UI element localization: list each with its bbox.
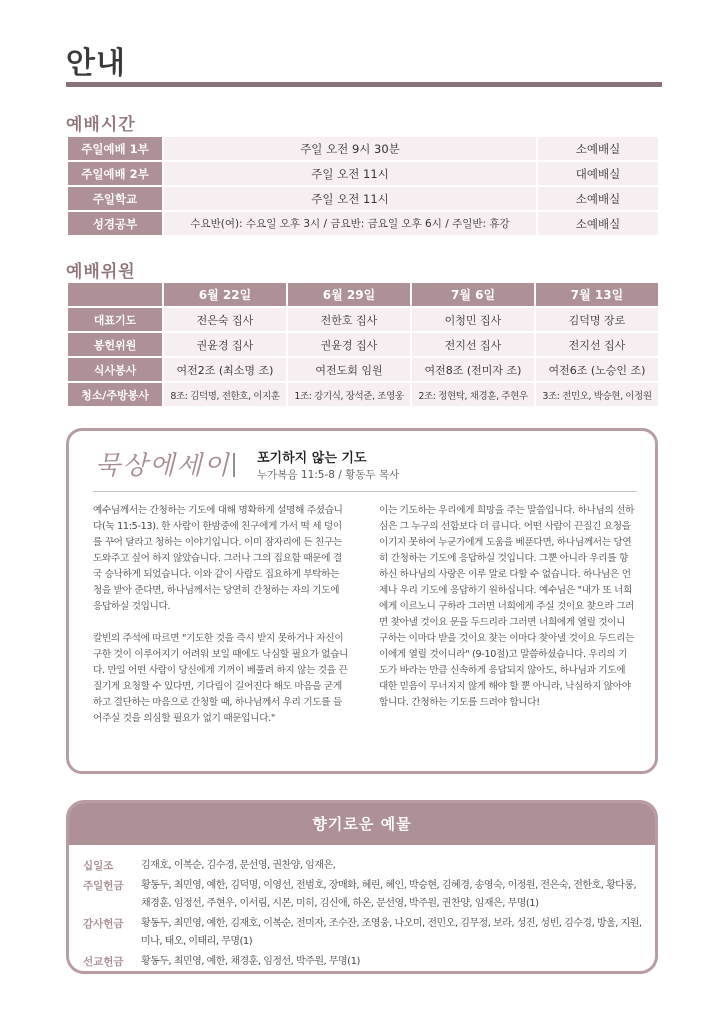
table-row — [68, 162, 658, 185]
table-cell: 권윤경 집사 — [164, 333, 286, 356]
offering-names: 황동두, 최민영, 예한, 김재호, 이복순, 전미자, 조수잔, 조영웅, 나오미, 전민오, 김무정, 보라, 성진, 성빈, 김수경, 방울, 지원, 미나, 태오, 이태리, 무명(1) — [141, 918, 642, 947]
table-row — [68, 358, 658, 381]
offering-names: 황동두, 최민영, 예한, 김덕명, 이영선, 전범호, 장매화, 혜린, 혜인, 박승현, 김혜경, 송영숙, 이정원, 전은숙, 전한호, 황다롱, 채경훈, 임정선, 주현우, 이서림, 시몬, 미히, 김신애, 하온, 문선영, 박주원, 권찬양, 임재은, 무명(1) — [141, 880, 637, 909]
date-header: 6월 22일 — [164, 283, 286, 306]
offering-box — [66, 800, 658, 974]
essay-paragraph: 칼빈의 주석에 따르면 "기도한 것을 즉시 받지 못하거나 자신이 구한 것이 이루어지기 어려워 보일 때에도 낙심할 필요가 없습니다. 만일 어떤 사람이 당신에게 기꺼이 베풀려 하지 않는 것을 끈질기게 요청할 수 있다면, 기다림이 길어진다 해도 마음을 굳게 하고 결단하는 마음으로 간청할 때, 하나님께서 우리 기도를 들어주실 것을 의심할 필요가 없기 때문입니다." — [93, 633, 349, 724]
essay-reference: 누가복음 11:5-8 / 황동두 목사 — [257, 469, 400, 481]
essay-separator — [233, 453, 235, 477]
row-label: 봉헌위원 — [68, 333, 162, 356]
row-label: 주일예배 2부 — [68, 162, 162, 185]
offering-row — [83, 915, 643, 951]
worship-place: 소예배실 — [538, 212, 658, 235]
table-cell: 이청민 집사 — [412, 308, 534, 331]
title-divider — [66, 82, 662, 87]
table-row — [68, 137, 658, 160]
table-cell: 3조: 전민오, 박승현, 이정원 — [536, 383, 658, 406]
essay-divider — [93, 491, 637, 492]
table-cell: 여전6조 (노승인 조) — [536, 358, 658, 381]
worship-time: 수요반(여): 수요일 오후 3시 / 금요반: 금요일 오후 6시 / 주일반: 휴강 — [164, 212, 536, 235]
offering-row — [83, 877, 643, 913]
worship-place: 소예배실 — [538, 137, 658, 160]
essay-brand: 묵상에세이 — [95, 451, 231, 481]
table-cell: 전지선 집사 — [412, 333, 534, 356]
table-cell: 2조: 정현탁, 채경훈, 주현우 — [412, 383, 534, 406]
essay-right-column — [379, 503, 635, 727]
offering-label: 선교헌금 — [83, 956, 124, 968]
table-cell: 전은숙 집사 — [164, 308, 286, 331]
committee-table — [66, 281, 660, 408]
row-label: 주일학교 — [68, 187, 162, 210]
table-header-row — [68, 283, 658, 306]
table-row — [68, 308, 658, 331]
row-label: 주일예배 1부 — [68, 137, 162, 160]
header-corner — [68, 283, 162, 306]
worship-place: 대예배실 — [538, 162, 658, 185]
worship-times-heading: 예배시간 — [66, 115, 136, 135]
essay-paragraph: 이는 기도하는 우리에게 희망을 주는 말씀입니다. 하나님의 선하심은 그 누구의 선함보다 더 큽니다. 어떤 사람이 끈질긴 요청을 이기지 못하여 누군가에게 도움을 베푼다면, 하나님께서는 당연히 간청하는 기도에 응답하실 것입니다. 그뿐 아니라 우리를 향하신 하나님의 사랑은 이루 말로 다할 수 없습니다. 하나님은 언제나 우리 기도에 응답하기 원하십니다. 예수님은 "내가 또 너희에게 이르노니 구하라 그러면 너희에게 주실 것이요 찾으라 그러면 찾아낼 것이요 문을 두드리라 그러면 너희에게 열릴 것이니 구하는 이마다 받을 것이요 찾는 이마다 찾아낼 것이요 두드리는 이에게 열릴 것이니라" (9-10절)고 말씀하셨습니다. 우리의 기도가 바라는 만큼 신속하게 응답되지 않아도, 하나님과 기도에 대한 믿음이 무너지지 않게 해야 할 뿐 아니라, 낙심하지 않아야 합니다. 간청하는 기도를 드려야 합니다! — [379, 505, 635, 708]
offering-heading: 향기로운 예물 — [69, 803, 655, 845]
table-row — [68, 333, 658, 356]
table-cell: 여전8조 (전미자 조) — [412, 358, 534, 381]
worship-time: 주일 오전 11시 — [164, 187, 536, 210]
essay-title: 포기하지 않는 기도 — [257, 451, 367, 466]
table-cell: 1조: 강기식, 장석준, 조영웅 — [288, 383, 410, 406]
row-label: 청소/주방봉사 — [68, 383, 162, 406]
date-header: 6월 29일 — [288, 283, 410, 306]
date-header: 7월 13일 — [536, 283, 658, 306]
row-label: 식사봉사 — [68, 358, 162, 381]
offering-label: 주일헌금 — [83, 880, 124, 892]
table-cell: 8조: 김덕명, 전한호, 이지훈 — [164, 383, 286, 406]
table-row — [68, 187, 658, 210]
worship-times-table — [66, 135, 660, 237]
committee-heading: 예배위원 — [66, 262, 136, 282]
offering-label: 감사헌금 — [83, 918, 124, 930]
worship-time: 주일 오전 11시 — [164, 162, 536, 185]
table-cell: 여전도회 임원 — [288, 358, 410, 381]
essay-paragraph: 예수님께서는 간청하는 기도에 대해 명확하게 설명해 주셨습니다(눅 11:5-13). 한 사람이 한밤중에 친구에게 가서 떡 세 덩이를 꾸어 달라고 청하는 이야기입니다. 이미 잠자리에 든 친구는 도와주고 싶어 하지 않았습니다. 그러나 그의 집요함 때문에 결국 승낙하게 되었습니다. 이와 같이 사람도 집요하게 부탁하는 청을 받아 준다면, 하나님께서는 당연히 간청하는 자의 기도에 응답하실 것입니다. — [93, 505, 343, 612]
table-cell: 전지선 집사 — [536, 333, 658, 356]
table-row — [68, 383, 658, 406]
row-label: 성경공부 — [68, 212, 162, 235]
offering-names: 김재호, 이복순, 김수경, 문선영, 권찬양, 임재은, — [141, 860, 336, 871]
offering-label: 십일조 — [83, 860, 114, 872]
table-cell: 김덕명 장로 — [536, 308, 658, 331]
essay-box — [66, 428, 658, 774]
offering-row — [83, 953, 643, 971]
table-cell: 여전2조 (최소명 조) — [164, 358, 286, 381]
page-title: 안내 — [66, 46, 126, 81]
offering-row — [83, 857, 643, 875]
worship-time: 주일 오전 9시 30분 — [164, 137, 536, 160]
offering-list — [83, 857, 643, 973]
table-cell: 전한호 집사 — [288, 308, 410, 331]
table-row — [68, 212, 658, 235]
row-label: 대표기도 — [68, 308, 162, 331]
essay-left-column — [93, 503, 349, 743]
table-cell: 권윤경 집사 — [288, 333, 410, 356]
offering-names: 황동두, 최민영, 예한, 채경훈, 임정선, 박주원, 무명(1) — [141, 956, 360, 967]
worship-place: 소예배실 — [538, 187, 658, 210]
date-header: 7월 6일 — [412, 283, 534, 306]
